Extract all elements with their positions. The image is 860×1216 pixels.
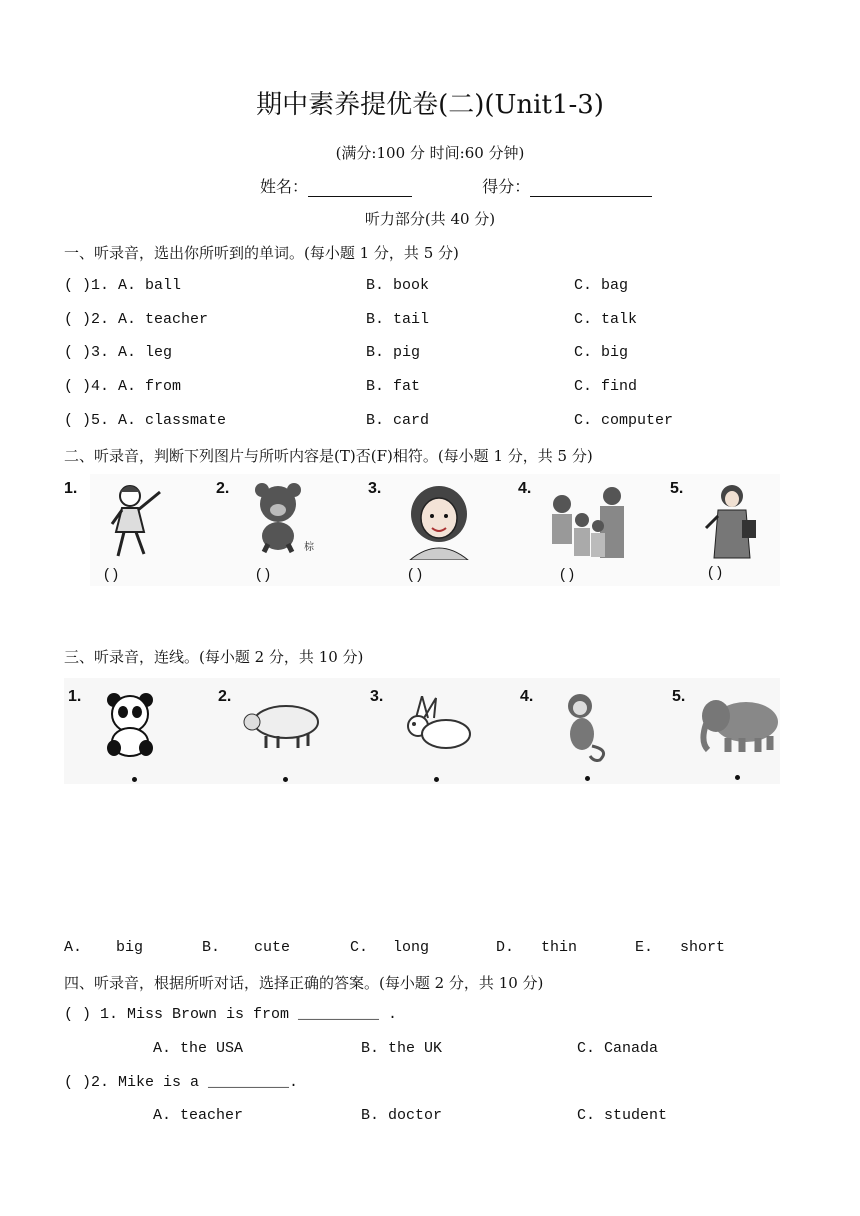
s3-opt-d-word: thin <box>541 939 578 956</box>
s1-q1-a: ( )1. A. ball <box>64 277 182 294</box>
s3-num-4: 4. <box>520 688 534 705</box>
s2-num-5: 5. <box>670 480 684 497</box>
panda-picture <box>102 690 158 760</box>
bear-char: 棕 <box>304 542 314 553</box>
rabbit-picture <box>396 696 476 752</box>
s1-q2-b: B. tail <box>366 311 430 328</box>
s3-opt-b-letter: B. <box>202 939 221 956</box>
s4-q1: ( ) 1. Miss Brown is from _________ . <box>64 1006 398 1023</box>
s3-num-3: 3. <box>370 688 384 705</box>
s4-q2: ( )2. Mike is a _________. <box>64 1074 299 1091</box>
s3-dot-3[interactable] <box>434 777 439 782</box>
name-label: 姓名： <box>260 177 309 196</box>
exam-info: (满分:100 分 时间:60 分钟) <box>335 144 525 162</box>
s3-dot-2[interactable] <box>283 777 288 782</box>
s1-q3-b: B. pig <box>366 344 421 361</box>
s1-q3-c: C. big <box>574 344 629 361</box>
s3-dot-1[interactable] <box>132 777 137 782</box>
monkey-picture <box>560 690 620 762</box>
s4-q2-opt-c: C. student <box>577 1107 668 1124</box>
s1-q5-b: B. card <box>366 412 430 429</box>
s3-opt-e-word: short <box>680 939 726 956</box>
woman-face-picture <box>404 484 474 560</box>
s4-q1-opt-c: C. Canada <box>577 1040 659 1057</box>
section3-heading: 三、听录音，连线。(每小题 2 分，共 10 分) <box>64 648 364 666</box>
s1-q1-c: C. bag <box>574 277 629 294</box>
s3-opt-b-word: cute <box>254 939 291 956</box>
teacher-picture <box>702 482 764 562</box>
s2-answer-5[interactable]: ( ) <box>708 564 723 581</box>
s3-opt-c-word: long <box>393 939 430 956</box>
s1-q2-a: ( )2. A. teacher <box>64 311 209 328</box>
s2-answer-3[interactable]: ( ) <box>408 566 423 583</box>
girl-running-picture <box>104 480 168 562</box>
s3-opt-c-letter: C. <box>350 939 369 956</box>
bear-picture <box>248 480 322 556</box>
s4-q1-opt-b: B. the UK <box>361 1040 443 1057</box>
s1-q5-c: C. computer <box>574 412 674 429</box>
s2-num-4: 4. <box>518 480 532 497</box>
s1-q2-c: C. talk <box>574 311 638 328</box>
family-picture <box>542 486 634 560</box>
s4-q2-opt-a: A. teacher <box>153 1107 244 1124</box>
s3-num-5: 5. <box>672 688 686 705</box>
name-score-row <box>260 174 652 197</box>
s3-dot-4[interactable] <box>585 776 590 781</box>
elephant-picture <box>700 698 780 754</box>
s4-q2-opt-b: B. doctor <box>361 1107 443 1124</box>
section2-heading: 二、听录音，判断下列图片与所听内容是(T)否(F)相符。(每小题 1 分，共 5 分) <box>64 447 593 465</box>
s1-q4-a: ( )4. A. from <box>64 378 182 395</box>
s3-opt-a-letter: A. <box>64 939 83 956</box>
s1-q3-a: ( )3. A. leg <box>64 344 173 361</box>
s3-num-2: 2. <box>218 688 232 705</box>
s2-num-1: 1. <box>64 480 78 497</box>
s2-answer-1[interactable]: ( ) <box>104 566 119 583</box>
name-blank[interactable] <box>308 180 412 197</box>
s4-q1-opt-a: A. the USA <box>153 1040 244 1057</box>
s2-answer-2[interactable]: ( ) <box>256 566 271 583</box>
s2-answer-4[interactable]: ( ) <box>560 566 575 583</box>
pig-picture <box>242 700 326 750</box>
s3-opt-e-letter: E. <box>635 939 654 956</box>
page-title: 期中素养提优卷(二)(Unit1-3) <box>256 90 604 120</box>
s1-q1-b: B. book <box>366 277 430 294</box>
s2-num-3: 3. <box>368 480 382 497</box>
score-label: 得分： <box>482 177 531 196</box>
s2-num-2: 2. <box>216 480 230 497</box>
section1-heading: 一、听录音，选出你所听到的单词。(每小题 1 分，共 5 分) <box>64 244 459 262</box>
section4-heading: 四、听录音，根据所听对话，选择正确的答案。(每小题 2 分，共 10 分) <box>64 974 544 992</box>
listening-heading: 听力部分(共 40 分) <box>364 210 496 228</box>
s1-q4-b: B. fat <box>366 378 421 395</box>
s3-num-1: 1. <box>68 688 82 705</box>
s1-q4-c: C. find <box>574 378 638 395</box>
s3-opt-a-word: big <box>116 939 144 956</box>
s1-q5-a: ( )5. A. classmate <box>64 412 227 429</box>
score-blank[interactable] <box>530 180 652 197</box>
s3-dot-5[interactable] <box>735 775 740 780</box>
s3-opt-d-letter: D. <box>496 939 515 956</box>
